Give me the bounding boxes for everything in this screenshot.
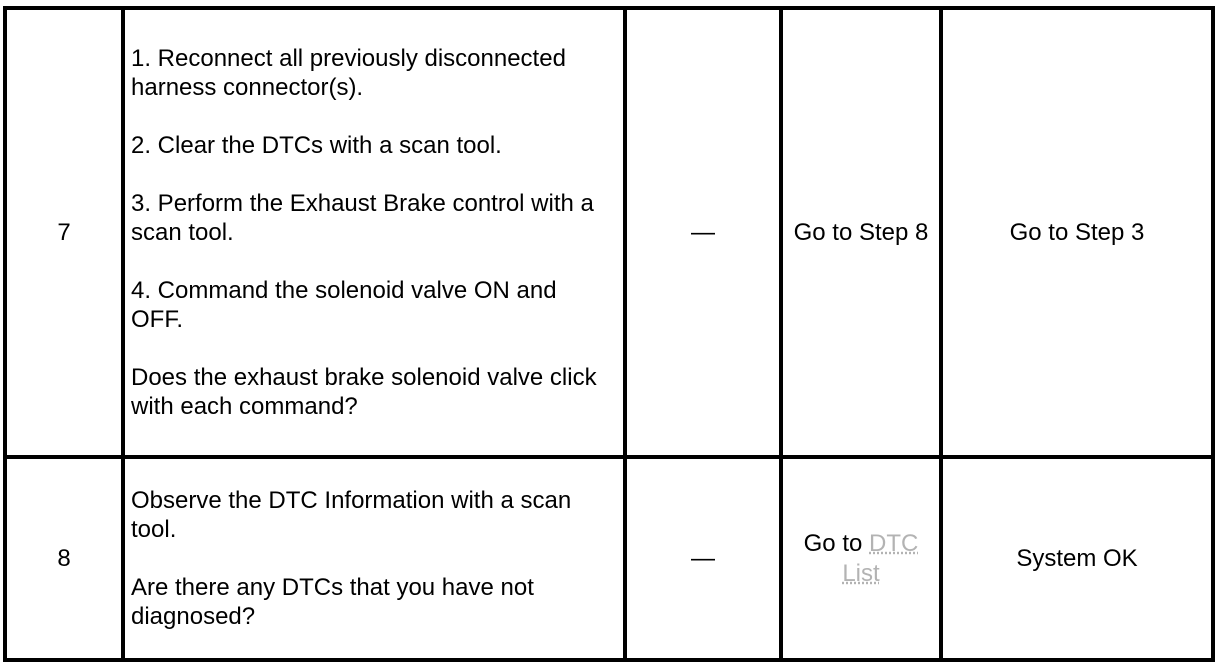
action-item: 1. Reconnect all previously disconnected harness connector(s). — [131, 45, 566, 101]
dtc-list-link[interactable]: DTC List — [842, 529, 919, 587]
action-question: Are there any DTCs that you have not diagnosed? — [131, 574, 534, 630]
action-cell — [123, 8, 625, 457]
action-item: 2. Clear the DTCs with a scan tool. — [131, 132, 502, 159]
action-item: 4. Command the solenoid valve ON and OFF. — [131, 277, 557, 333]
diagnostic-table — [3, 6, 1215, 662]
action-question: Does the exhaust brake solenoid valve click with each command? — [131, 364, 597, 420]
no-cell: Go to Step 3 — [941, 8, 1213, 457]
step-number-cell: 8 — [5, 457, 123, 660]
yes-prefix: Go to — [803, 529, 870, 557]
step-number-cell: 7 — [5, 8, 123, 457]
action-item: 3. Perform the Exhaust Brake control with a scan tool. — [131, 190, 594, 246]
values-cell: — — [625, 457, 781, 660]
table-row — [5, 457, 1213, 660]
no-cell: System OK — [941, 457, 1213, 660]
values-cell: — — [625, 8, 781, 457]
yes-cell: Go to Step 8 — [781, 8, 941, 457]
table-row — [5, 8, 1213, 457]
action-cell — [123, 457, 625, 660]
yes-cell — [781, 457, 941, 660]
action-item: Observe the DTC Information with a scan tool. — [131, 487, 572, 543]
